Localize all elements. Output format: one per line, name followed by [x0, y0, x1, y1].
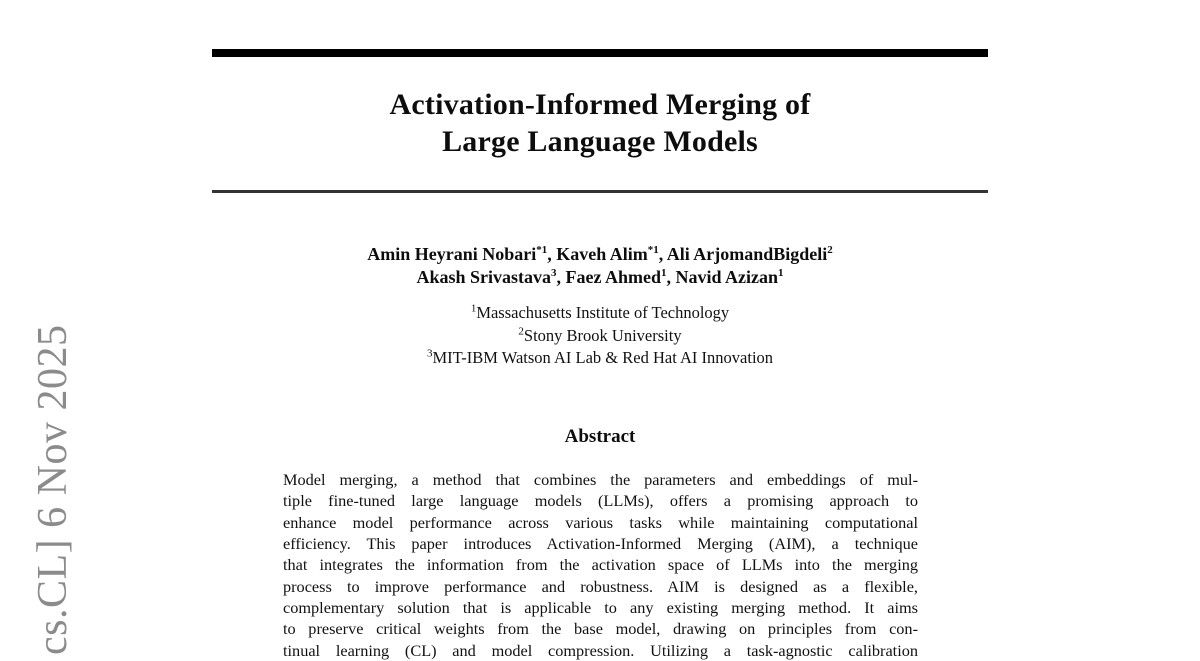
author-name: , Navid Azizan — [666, 267, 779, 287]
author-line-2 — [112, 266, 1088, 289]
arxiv-watermark: cs.CL] 6 Nov 2025 — [30, 324, 76, 655]
author-list — [112, 243, 1088, 289]
abstract-text — [283, 469, 918, 661]
author-name: Akash Srivastava — [416, 267, 552, 287]
abstract-line: tiple fine-tuned large language models (LLMs), offers a promising approach to — [283, 491, 918, 511]
affiliation-superscript: 2 — [518, 325, 524, 337]
author-superscript: 3 — [551, 267, 557, 279]
abstract-line: complementary solution that is applicable to any existing merging method. It aims — [283, 598, 918, 618]
affiliation-list — [212, 302, 988, 370]
author-name: , Kaveh Alim — [547, 244, 648, 264]
abstract-line: Model merging, a method that combines the parameters and embeddings of mul- — [283, 470, 918, 489]
author-superscript: 1 — [661, 267, 667, 279]
paper-title — [212, 86, 988, 160]
author-name: Amin Heyrani Nobari — [367, 244, 537, 264]
author-superscript: 1 — [778, 267, 784, 279]
affiliation-item — [212, 325, 988, 348]
paper-title-line-1: Activation-Informed Merging of — [389, 88, 811, 121]
author-superscript: *1 — [536, 244, 548, 256]
affiliation-name: MIT-IBM Watson AI Lab & Red Hat AI Innovation — [432, 348, 774, 367]
author-superscript: 2 — [827, 244, 833, 256]
affiliation-superscript: 1 — [470, 302, 477, 315]
affiliation-item — [212, 302, 988, 325]
affiliation-name: Massachusetts Institute of Technology — [476, 303, 730, 322]
author-name: , Ali ArjomandBigdeli — [658, 244, 828, 264]
affiliation-item — [212, 347, 988, 370]
title-bottom-rule — [212, 190, 988, 193]
abstract-line: to preserve critical weights from the base model, drawing on principles from con- — [283, 619, 918, 639]
author-superscript: *1 — [647, 244, 659, 256]
author-name: , Faez Ahmed — [556, 267, 661, 287]
abstract-line: tinual learning (CL) and model compression. Utilizing a task-agnostic calibration — [283, 640, 918, 660]
affiliation-name: Stony Brook University — [523, 325, 682, 345]
affiliation-superscript: 3 — [426, 347, 433, 360]
abstract-line: that integrates the information from the activation space of LLMs into the merging — [283, 555, 918, 575]
author-line-1 — [112, 243, 1088, 266]
abstract-heading: Abstract — [564, 426, 636, 447]
paper-title-line-2: Large Language Models — [442, 125, 758, 158]
abstract-line: process to improve performance and robustness. AIM is designed as a flexible, — [283, 576, 918, 596]
abstract-line: efficiency. This paper introduces Activation-Informed Merging (AIM), a technique — [283, 534, 918, 554]
title-top-rule — [212, 49, 988, 57]
abstract-line: enhance model performance across various tasks while maintaining computational — [283, 512, 918, 532]
